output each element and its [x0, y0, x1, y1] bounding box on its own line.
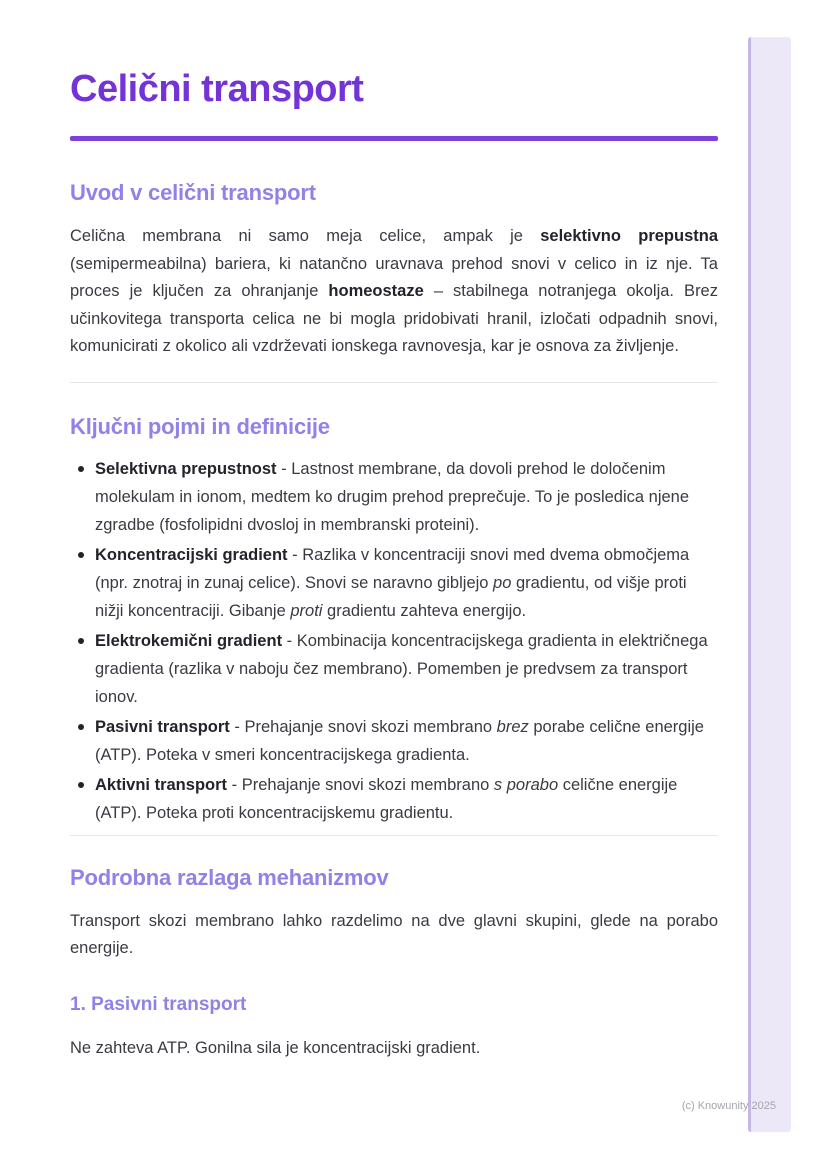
section-divider: [70, 835, 718, 836]
passive-transport-paragraph: Ne zahteva ATP. Gonilna sila je koncentracijski gradient.: [70, 1038, 481, 1057]
list-item: [70, 713, 718, 769]
document-content: [70, 0, 718, 1062]
intro-paragraph: Celična membrana ni samo meja celice, ampak je selektivno prepustna (semipermeabilna) bariera, ki natančno uravnava prehod snovi v celico in iz nje. Ta proces je ključen za ohranjanje homeostaze – stabilnega notranjega okolja. Brez učinkovitega transporta celica ne bi mogla pridobivati hranil, izločati odpadnih snovi, komunicirati z okolico ali vzdrževati ionskega ravnovesja, kar je osnova za življenje.: [70, 227, 718, 355]
section-heading-terms: Ključni pojmi in definicije: [70, 413, 330, 439]
bullet-icon: [78, 724, 84, 730]
page-edge-decoration: [748, 37, 791, 1132]
mechanisms-paragraph: Transport skozi membrano lahko razdelimo na dve glavni skupini, glede na porabo energije.: [70, 911, 718, 957]
bullet-icon: [78, 552, 84, 558]
bullet-icon: [78, 638, 84, 644]
section-terms: [70, 413, 718, 827]
list-item-text: Pasivni transport - Prehajanje snovi skozi membrano brez porabe celične energije (ATP). Poteka v smeri koncentracijskega gradienta.: [95, 717, 704, 764]
subsection-heading-passive: 1. Pasivni transport: [70, 993, 247, 1015]
list-item: [70, 627, 718, 711]
section-heading-intro: Uvod v celični transport: [70, 180, 316, 205]
list-item-text: Elektrokemični gradient - Kombinacija koncentracijskega gradienta in električnega gradienta (razlika v naboju čez membrano). Pomemben je predvsem za transport ionov.: [95, 631, 708, 706]
list-item: [70, 771, 718, 827]
copyright-note: (c) Knowunity 2025: [681, 1100, 776, 1112]
list-item-text: Aktivni transport - Prehajanje snovi skozi membrano s porabo celične energije (ATP). Poteka proti koncentracijskemu gradientu.: [95, 775, 678, 822]
section-intro: [70, 179, 718, 361]
list-item-text: Koncentracijski gradient - Razlika v koncentraciji snovi med dvema območjema (npr. znotraj in zunaj celice). Snovi se naravno gibljejo po gradientu, od višje proti nižji koncentraciji. Gibanje proti gradientu zahteva energijo.: [95, 545, 690, 620]
section-heading-mechanisms: Podrobna razlaga mehanizmov: [70, 864, 389, 890]
list-item: [70, 455, 718, 539]
section-mechanisms: [70, 864, 718, 1063]
bullet-icon: [78, 782, 84, 788]
list-item-text: Selektivna prepustnost - Lastnost membrane, da dovoli prehod le določenim molekulam in ionom, medtem ko drugim prehod preprečuje. To je posledica njene zgradbe (fosfolipidni dvosloj in membranski proteini).: [95, 459, 690, 534]
title-rule: [70, 136, 718, 141]
terms-list: [70, 455, 718, 827]
section-divider: [70, 382, 718, 383]
bullet-icon: [78, 466, 84, 472]
page-title: Celični transport: [70, 68, 364, 110]
list-item: [70, 541, 718, 625]
